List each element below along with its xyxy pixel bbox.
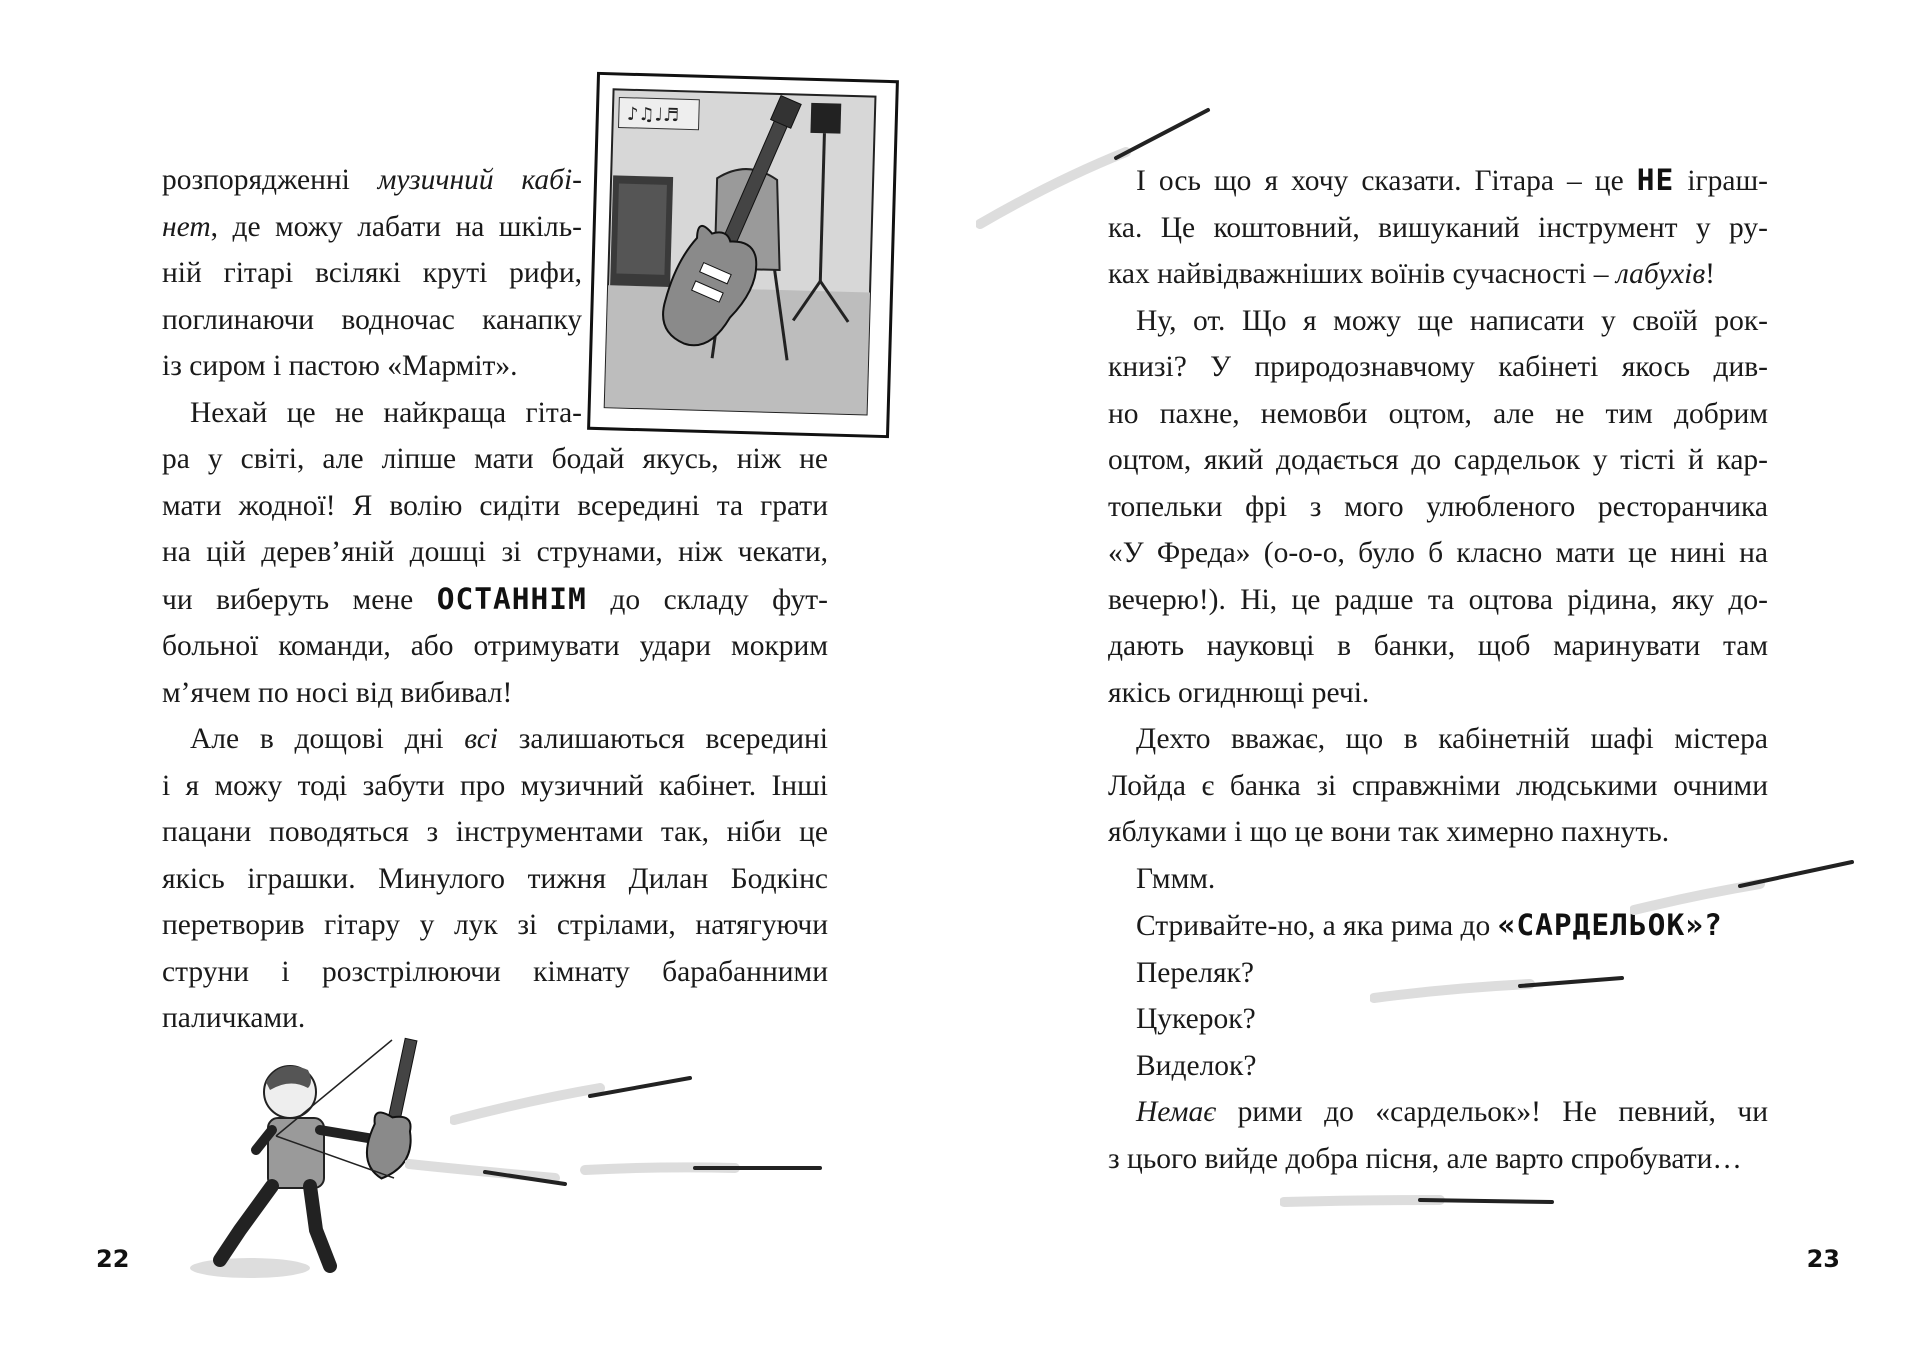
right-page bbox=[960, 0, 1920, 1345]
paragraph: яблуками і що це вони так химерно пахнуть. bbox=[1108, 816, 1670, 848]
paragraph: Лойда є банка зі справжніми людськими очними bbox=[1108, 769, 1768, 802]
text-run: до складу фут- bbox=[586, 583, 829, 616]
paragraph: перетворив гітару у лук зі стрілами, натягуючи bbox=[162, 909, 828, 941]
drumstick-icon bbox=[1280, 1186, 1560, 1216]
left-page-text bbox=[162, 157, 828, 1042]
text-run: залишаються всередині bbox=[498, 723, 828, 755]
paragraph: із сиром і пастою «Марміт». bbox=[162, 350, 518, 382]
paragraph: Ну, от. Що я можу ще написати у своїй рок- bbox=[1136, 304, 1768, 337]
paragraph: Гммм. bbox=[1136, 862, 1216, 895]
paragraph: якісь огиднющі речі. bbox=[1108, 676, 1370, 709]
italic-run: музичний кабі- bbox=[377, 164, 582, 196]
paragraph: з цього вийде добра пісня, але варто спробувати… bbox=[1108, 1142, 1742, 1175]
text-run: ках найвідважніших воїнів сучасності – bbox=[1108, 258, 1616, 290]
paragraph: ка. Це коштовний, вишуканий інструмент у ру- bbox=[1108, 211, 1768, 244]
paragraph: і я можу тоді забути про музичний кабінет. Інші bbox=[162, 769, 828, 802]
paragraph: топельки фрі з мого улюбленого ресторанчика bbox=[1108, 490, 1768, 523]
drumstick-icon bbox=[450, 1070, 710, 1130]
paragraph: м’ячем по носі від вибивал! bbox=[162, 676, 513, 709]
paragraph bbox=[1108, 1089, 1768, 1136]
paragraph: Дехто вважає, що в кабінетній шафі містера bbox=[1136, 723, 1768, 755]
paragraph bbox=[162, 716, 828, 763]
paragraph bbox=[162, 576, 828, 624]
paragraph: Виделок? bbox=[1136, 1049, 1257, 1082]
stamp-word: «САРДЕЛЬОК»? bbox=[1497, 908, 1723, 942]
paragraph: но пахне, немовби оцтом, але не тим добрим bbox=[1108, 397, 1768, 430]
italic-run: лабухів bbox=[1615, 258, 1706, 290]
text-run: Стривайте-но, а яка рима до bbox=[1136, 910, 1498, 942]
drumstick-icon bbox=[1370, 968, 1630, 1008]
text-run: розпорядженні bbox=[162, 164, 378, 196]
paragraph: мати жодної! Я волію сидіти всередині та грати bbox=[162, 489, 828, 522]
stamp-word: ОСТАННІМ bbox=[436, 581, 587, 616]
paragraph: дають науковці в банки, щоб маринувати там bbox=[1108, 630, 1768, 662]
right-page-text bbox=[1108, 157, 1768, 1182]
paragraph: книзі? У природознавчому кабінеті якось див- bbox=[1108, 351, 1768, 383]
paragraph: вечерю!). Ні, це радше та оцтова рідина, яку до- bbox=[1108, 583, 1768, 616]
text-run: І ось що я хочу сказати. Гітара – це bbox=[1136, 165, 1637, 197]
paragraph: ра у світі, але ліпше мати бодай якусь, ніж не bbox=[162, 443, 828, 475]
paragraph: оцтом, який додається до сардельок у тісті й кар- bbox=[1108, 444, 1768, 476]
page-number: 22 bbox=[96, 1245, 130, 1273]
paragraph bbox=[162, 204, 582, 251]
text-run: , де можу лабати на шкіль- bbox=[210, 210, 582, 243]
text-run: Але в дощові дні bbox=[190, 723, 465, 755]
text-run: чи виберуть мене bbox=[162, 583, 437, 616]
svg-text:♪♫♩♬: ♪♫♩♬ bbox=[626, 103, 680, 127]
italic-run: всі bbox=[464, 723, 499, 755]
page-number: 23 bbox=[1806, 1245, 1840, 1273]
text-run: рими до «сардельок»! Не певний, чи bbox=[1216, 1096, 1768, 1128]
paragraph: ній гітарі всілякі круті рифи, bbox=[162, 257, 582, 289]
paragraph: струни і розстрілюючи кімнату барабанними bbox=[162, 955, 828, 988]
paragraph bbox=[1108, 157, 1768, 205]
paragraph bbox=[1108, 251, 1768, 298]
paragraph: на цій дерев’яній дошці зі струнами, ніж чекати, bbox=[162, 536, 828, 568]
stamp-word: НЕ bbox=[1636, 163, 1675, 197]
paragraph: якісь іграшки. Минулого тижня Дилан Бодкінс bbox=[162, 862, 828, 895]
paragraph: больної команди, або отримувати удари мокрим bbox=[162, 630, 828, 662]
text-run: іграш- bbox=[1674, 165, 1768, 197]
drumstick-icon bbox=[405, 1150, 825, 1210]
paragraph: паличками. bbox=[162, 1002, 306, 1034]
text-run: ! bbox=[1705, 258, 1715, 290]
paragraph bbox=[162, 157, 582, 204]
paragraph: Нехай це не найкраща гіта- bbox=[190, 396, 582, 429]
paragraph: Переляк? bbox=[1136, 956, 1254, 989]
paragraph: пацани поводяться з інструментами так, ніби це bbox=[162, 816, 828, 848]
paragraph: поглинаючи водночас канапку bbox=[162, 303, 582, 336]
paragraph: Цукерок? bbox=[1136, 1003, 1256, 1035]
italic-run: нет bbox=[162, 210, 211, 243]
paragraph: «У Фреда» (о-о-о, було б класно мати це нині на bbox=[1108, 537, 1768, 569]
drumstick-icon bbox=[1630, 850, 1860, 920]
italic-run: Немає bbox=[1136, 1096, 1217, 1128]
